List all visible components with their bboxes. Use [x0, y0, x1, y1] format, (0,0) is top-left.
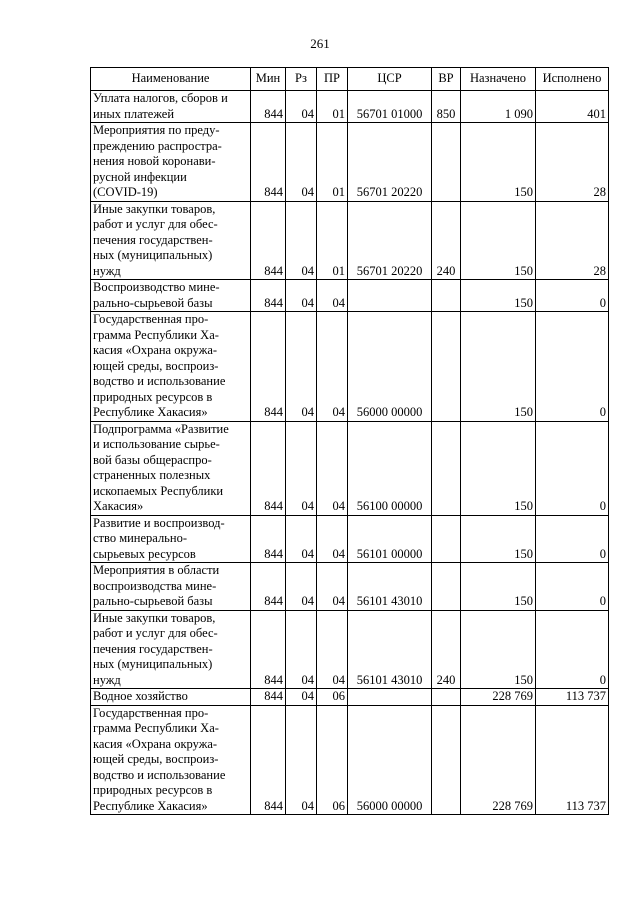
row-pr: 06: [317, 705, 348, 815]
column-header-min: Мин: [251, 68, 286, 91]
row-name: Мероприятия по преду- преждению распростра- нения новой коронави- русной инфекции (COVID-19): [93, 123, 222, 199]
row-min: 844: [251, 515, 286, 563]
row-csr: 56101 43010: [348, 610, 432, 689]
row-name-cell: [91, 563, 251, 611]
row-name-cell: [91, 689, 251, 706]
row-assigned: 150: [461, 563, 536, 611]
row-min: 844: [251, 610, 286, 689]
row-executed: 28: [536, 201, 609, 280]
row-assigned: 150: [461, 280, 536, 312]
row-pr: 06: [317, 689, 348, 706]
row-vr: [432, 123, 461, 202]
row-csr: 56100 00000: [348, 421, 432, 515]
row-vr: [432, 312, 461, 422]
row-rz: 04: [286, 563, 317, 611]
row-vr: 850: [432, 91, 461, 123]
row-min: 844: [251, 280, 286, 312]
row-rz: 04: [286, 421, 317, 515]
row-name-cell: [91, 610, 251, 689]
column-header-assigned: Назначено: [461, 68, 536, 91]
row-rz: 04: [286, 610, 317, 689]
column-header-pr: ПР: [317, 68, 348, 91]
row-vr: [432, 515, 461, 563]
row-assigned: 150: [461, 312, 536, 422]
row-name-cell: [91, 123, 251, 202]
table-row: [91, 515, 609, 563]
row-name: Мероприятия в области воспроизводства мине- рально-сырьевой базы: [93, 563, 220, 608]
row-csr: [348, 689, 432, 706]
row-min: 844: [251, 123, 286, 202]
row-rz: 04: [286, 515, 317, 563]
row-executed: 0: [536, 610, 609, 689]
row-min: 844: [251, 421, 286, 515]
row-rz: 04: [286, 280, 317, 312]
row-executed: 113 737: [536, 705, 609, 815]
table-row: [91, 705, 609, 815]
row-min: 844: [251, 689, 286, 706]
row-min: 844: [251, 91, 286, 123]
row-rz: 04: [286, 312, 317, 422]
row-name-cell: [91, 280, 251, 312]
row-name: Уплата налогов, сборов и иных платежей: [93, 91, 228, 121]
row-vr: 240: [432, 610, 461, 689]
row-name-cell: [91, 91, 251, 123]
row-assigned: 150: [461, 421, 536, 515]
row-executed: 401: [536, 91, 609, 123]
row-vr: [432, 689, 461, 706]
row-name-cell: [91, 705, 251, 815]
row-name-cell: [91, 515, 251, 563]
row-executed: 0: [536, 563, 609, 611]
row-name: Государственная про- грамма Республики Ха- касия «Охрана окружа- ющей среды, воспроиз- водство и использование природных ресурсов в Республике Хакасия»: [93, 312, 226, 419]
row-pr: 01: [317, 91, 348, 123]
row-name: Водное хозяйство: [93, 689, 188, 703]
row-assigned: 150: [461, 201, 536, 280]
page-number: 261: [310, 36, 330, 51]
table-row: [91, 563, 609, 611]
row-pr: 04: [317, 312, 348, 422]
row-pr: 04: [317, 280, 348, 312]
row-assigned: 1 090: [461, 91, 536, 123]
row-csr: 56701 20220: [348, 201, 432, 280]
row-name: Развитие и воспроизвод- ство минерально- сырьевых ресурсов: [93, 515, 225, 561]
row-min: 844: [251, 201, 286, 280]
row-name-cell: [91, 312, 251, 422]
row-csr: 56000 00000: [348, 312, 432, 422]
column-header-name: Наименование: [91, 68, 251, 91]
row-vr: [432, 421, 461, 515]
column-header-executed: Исполнено: [536, 68, 609, 91]
row-executed: 0: [536, 515, 609, 563]
table-row: [91, 421, 609, 515]
table-row: [91, 201, 609, 280]
row-csr: 56701 01000: [348, 91, 432, 123]
row-vr: 240: [432, 201, 461, 280]
row-rz: 04: [286, 123, 317, 202]
table-row: [91, 312, 609, 422]
row-executed: 28: [536, 123, 609, 202]
row-csr: 56101 43010: [348, 563, 432, 611]
row-rz: 04: [286, 689, 317, 706]
row-name: Подпрограмма «Развитие и использование сырье- вой базы общераспро- страненных полезных ископаемых Республики Хакасия»: [93, 421, 229, 513]
row-executed: 0: [536, 421, 609, 515]
row-csr: 56101 00000: [348, 515, 432, 563]
row-assigned: 228 769: [461, 689, 536, 706]
row-assigned: 228 769: [461, 705, 536, 815]
row-csr: [348, 280, 432, 312]
column-header-csr: ЦСР: [348, 68, 432, 91]
row-pr: 04: [317, 563, 348, 611]
row-name: Государственная про- грамма Республики Ха- касия «Охрана окружа- ющей среды, воспроиз- водство и использование природных ресурсов в Республике Хакасия»: [93, 705, 226, 813]
row-min: 844: [251, 312, 286, 422]
row-csr: 56000 00000: [348, 705, 432, 815]
table-row: [91, 689, 609, 706]
row-name: Иные закупки товаров, работ и услуг для обес- печения государствен- ных (муниципальных) нужд: [93, 610, 218, 687]
row-rz: 04: [286, 91, 317, 123]
budget-table: [90, 67, 609, 815]
row-pr: 01: [317, 201, 348, 280]
row-min: 844: [251, 705, 286, 815]
row-pr: 04: [317, 515, 348, 563]
row-name: Иные закупки товаров, работ и услуг для обес- печения государствен- ных (муниципальных) нужд: [93, 201, 218, 278]
row-pr: 01: [317, 123, 348, 202]
row-executed: 0: [536, 312, 609, 422]
table-header-row: [91, 68, 609, 91]
row-vr: [432, 705, 461, 815]
column-header-vr: ВР: [432, 68, 461, 91]
row-name-cell: [91, 201, 251, 280]
row-executed: 113 737: [536, 689, 609, 706]
row-name: Воспроизводство мине- рально-сырьевой базы: [93, 280, 220, 310]
row-vr: [432, 563, 461, 611]
column-header-rz: Рз: [286, 68, 317, 91]
row-assigned: 150: [461, 610, 536, 689]
row-rz: 04: [286, 705, 317, 815]
row-name-cell: [91, 421, 251, 515]
row-pr: 04: [317, 610, 348, 689]
row-assigned: 150: [461, 123, 536, 202]
row-vr: [432, 280, 461, 312]
table-row: [91, 610, 609, 689]
row-min: 844: [251, 563, 286, 611]
row-rz: 04: [286, 201, 317, 280]
table-row: [91, 280, 609, 312]
row-pr: 04: [317, 421, 348, 515]
row-executed: 0: [536, 280, 609, 312]
table-row: [91, 123, 609, 202]
row-csr: 56701 20220: [348, 123, 432, 202]
table-row: [91, 91, 609, 123]
row-assigned: 150: [461, 515, 536, 563]
